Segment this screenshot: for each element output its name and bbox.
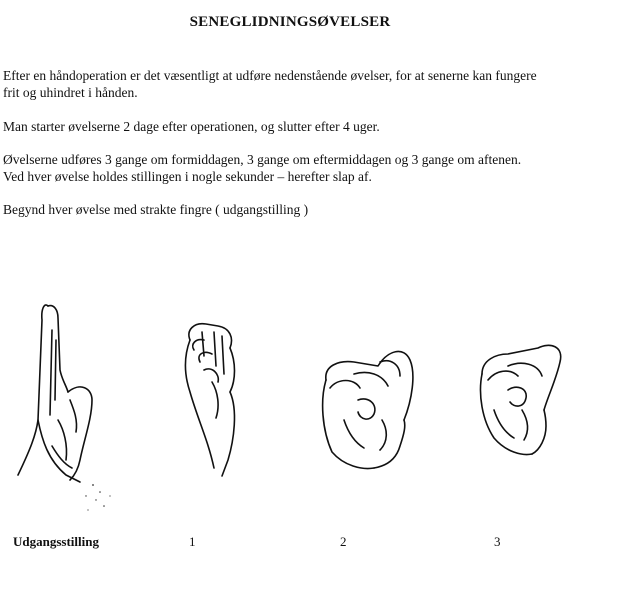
- intro-paragraph: [3, 67, 603, 101]
- schedule-paragraph: [3, 118, 603, 135]
- schedule-line-1: Man starter øvelserne 2 dage efter operationen, og slutter efter 4 uger.: [3, 119, 380, 134]
- caption-exercise-2: 2: [340, 534, 347, 549]
- hand-straight-fist-illustration: [323, 351, 413, 468]
- intro-line-1: Efter en håndoperation er det væsentligt at udføre nedenstående øvelser, for at senerne kan fungere: [3, 68, 537, 83]
- hand-hook-fist-illustration: [186, 324, 235, 476]
- start-paragraph: [3, 201, 603, 218]
- caption-exercise-3: 3: [494, 534, 501, 549]
- frequency-paragraph: [3, 151, 603, 185]
- frequency-line-1: Øvelserne udføres 3 gange om formiddagen, 3 gange om eftermiddagen og 3 gange om aftenen.: [3, 152, 522, 167]
- caption-udgangsstilling: Udgangsstilling: [13, 534, 99, 549]
- hand-full-fist-illustration: [481, 345, 561, 454]
- frequency-line-2: Ved hver øvelse holdes stillingen i nogle sekunder – herefter slap af.: [3, 169, 372, 184]
- caption-exercise-1: 1: [189, 534, 196, 549]
- intro-line-2: frit og uhindret i hånden.: [3, 85, 138, 100]
- document-title: SENEGLIDNINGSØVELSER: [189, 14, 391, 30]
- hand-straight-illustration: [18, 305, 92, 482]
- start-line-1: Begynd hver øvelse med strakte fingre ( udgangstilling ): [3, 202, 309, 217]
- scan-noise: [85, 484, 110, 510]
